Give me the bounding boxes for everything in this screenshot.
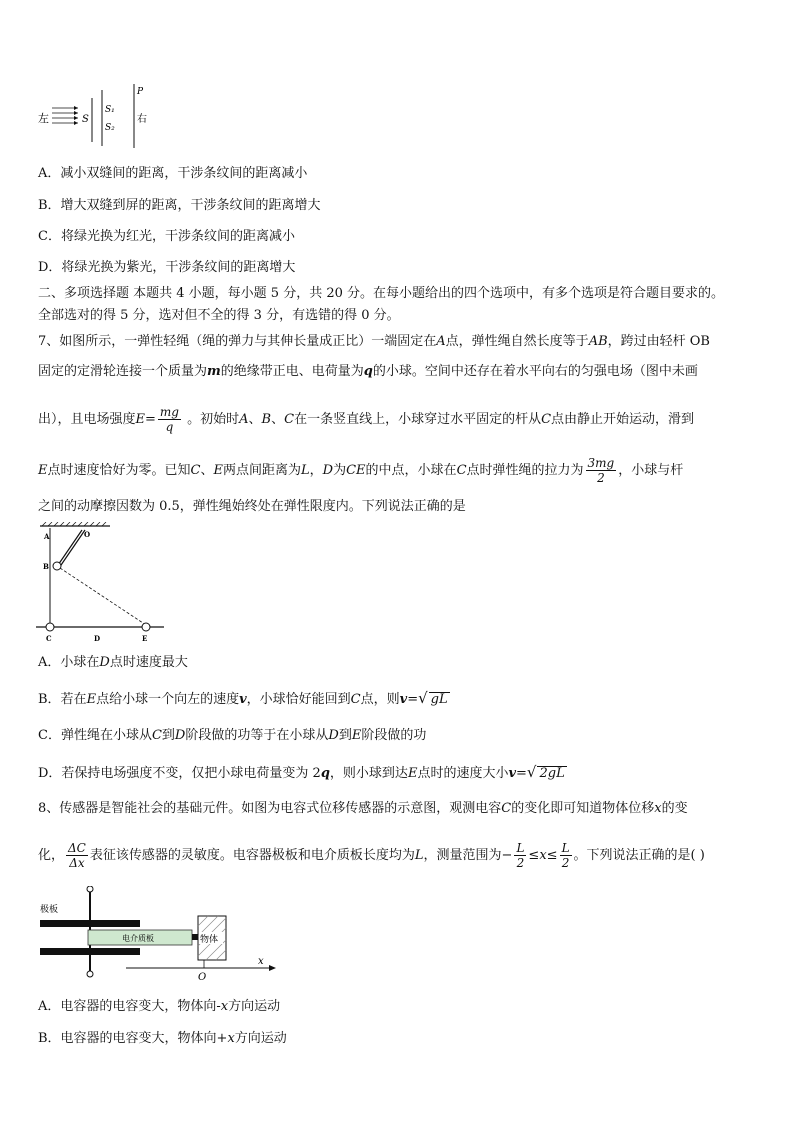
opt-var: D	[328, 728, 339, 743]
opt-var: v	[399, 692, 408, 707]
q7-text: =	[145, 412, 156, 427]
opt-text: D．若保持电场强度不变，仅把小球电荷量变为 2	[38, 766, 321, 781]
q8-text: 表征该传感器的灵敏度。电容器极板和电介质板长度均为	[89, 848, 415, 863]
sqrt-content: gL	[430, 692, 448, 707]
top-plate	[40, 920, 140, 927]
q7-text: 出），且电场强度	[38, 412, 136, 427]
frac-den: 2	[561, 856, 570, 870]
q7-var: A	[239, 412, 249, 427]
q7-text: 点，弹性绳自然长度等于	[445, 334, 589, 349]
q8-figure	[36, 886, 280, 982]
opt-text: A．小球在	[38, 655, 100, 670]
q7-var: q	[363, 364, 373, 379]
q7-text: 点时速度恰好为零。已知	[47, 463, 191, 478]
frac-den: Δx	[69, 856, 85, 870]
q7-option-b	[38, 689, 450, 709]
q7-line1	[38, 333, 710, 351]
sqrt-icon: √	[526, 763, 537, 781]
q7-text: ，小球与杆	[618, 463, 684, 478]
q7-text: 。初始时	[187, 412, 240, 427]
q8-var: x	[654, 801, 662, 816]
frac-den: 2	[597, 471, 605, 485]
q7-text: 点时弹性绳的拉力为	[466, 463, 584, 478]
opt-text: B．若在	[38, 692, 87, 707]
q8-text: 的变	[661, 801, 688, 816]
q8-option-a	[38, 998, 280, 1016]
frac-num: L	[516, 841, 525, 855]
q8-text: 。下列说法正确的是( )	[573, 848, 705, 863]
section2-heading: 二、多项选择题 本题共 4 小题，每小题 5 分，共 20 分。在每小题给出的四个选项中，有多个选项是符合题目要求的。	[38, 286, 725, 301]
q6-option-c: C．将绿光换为红光，干涉条纹间的距离减小	[38, 229, 295, 244]
fig-e-label: E	[142, 634, 148, 643]
q7-text: ，	[309, 463, 323, 478]
q7-var: E	[135, 412, 146, 427]
q7-text: 的小球。空间中还存在着水平向右的匀强电场（图中未画	[372, 364, 698, 379]
q7-figure	[36, 522, 176, 644]
opt-text: =	[516, 766, 527, 781]
q7-text: 固定的定滑轮连接一个质量为	[38, 364, 208, 379]
fig-a-label: A	[44, 532, 50, 541]
q7-text: ，跨过由轻杆 OB	[607, 334, 710, 349]
q8-fraction-l-2b	[560, 841, 572, 870]
fig-p-label: P	[137, 87, 144, 97]
capacitor-diagram	[36, 886, 280, 982]
opt-text: 点，则	[360, 692, 400, 707]
fig-plate-label: 极板	[40, 905, 59, 915]
q8-fraction-dc-dx	[66, 841, 88, 870]
q7-var: C	[190, 463, 201, 478]
q7-text: 的绝缘带正电、电荷量为	[220, 364, 364, 379]
q8-option-b	[38, 1030, 287, 1048]
opt-var: v	[508, 766, 517, 781]
q6-option-d: D．将绿光换为紫光，干涉条纹间的距离增大	[38, 260, 296, 275]
frac-den: 2	[516, 856, 525, 870]
double-slit-diagram	[36, 82, 166, 154]
q7-text: 、	[271, 412, 285, 427]
q7-var: AB	[588, 334, 608, 349]
q7-var: C	[284, 412, 295, 427]
opt-text: 方向运动	[228, 999, 281, 1014]
q8-text: 8、传感器是智能社会的基础元件。如图为电容式位移传感器的示意图，观测电容	[38, 801, 502, 816]
opt-text: 点给小球一个向左的速度	[96, 692, 240, 707]
q8-line2	[38, 836, 705, 876]
opt-var: C	[151, 728, 162, 743]
q8-text: ≤	[528, 848, 540, 863]
opt-var: x	[220, 999, 229, 1014]
opt-text: B．电容器的电容变大，物体向+	[38, 1031, 228, 1046]
q7-var: D	[322, 463, 334, 478]
fig-o-label: O	[198, 972, 207, 982]
opt-var: E	[86, 692, 97, 707]
fig-dielectric-label: 电介质板	[122, 934, 154, 943]
q7-option-c	[38, 727, 426, 745]
q7-text: 、	[200, 463, 214, 478]
q7-option-d	[38, 763, 567, 783]
fig-o-label: O	[84, 530, 91, 539]
q7-line5: 之间的动摩擦因数为 0.5，弹性绳始终处在弹性限度内。下列说法正确的是	[38, 499, 466, 514]
opt-var: D	[99, 655, 110, 670]
opt-text: 到	[161, 728, 175, 743]
sqrt-content: 2gL	[539, 766, 565, 781]
q8-var: C	[501, 801, 512, 816]
opt-text: 到	[338, 728, 352, 743]
fig-x-label: x	[258, 956, 264, 967]
q7-var: m	[207, 364, 221, 379]
fig-b-label: B	[43, 562, 49, 571]
q8-text: 的变化即可知道物体位移	[511, 801, 655, 816]
frac-num: ΔC	[68, 841, 86, 855]
opt-var: E	[407, 766, 418, 781]
bottom-plate	[40, 948, 140, 955]
q8-text: 化，	[38, 848, 65, 863]
fig-s-label: S	[82, 114, 89, 125]
q7-var: C	[456, 463, 467, 478]
q7-text: 在一条竖直线上，小球穿过水平固定的杆从	[294, 412, 542, 427]
q7-var: C	[541, 412, 552, 427]
opt-text: A．电容器的电容变大，物体向-	[38, 999, 221, 1014]
opt-text: 阶段做的功等于在小球从	[185, 728, 329, 743]
opt-var: E	[351, 728, 362, 743]
opt-text: 点时的速度大小	[417, 766, 509, 781]
q7-text: 点由静止开始运动，滑到	[551, 412, 695, 427]
q7-var: B	[261, 412, 272, 427]
frac-num: mg	[159, 405, 179, 419]
q7-line4	[38, 453, 683, 489]
frac-num: 3mg	[587, 456, 615, 470]
q8-var: L	[414, 848, 424, 863]
opt-var: x	[227, 1031, 235, 1046]
opt-text: =	[407, 692, 419, 707]
fig-s2-label: S₂	[105, 123, 115, 133]
opt-text: 方向运动	[234, 1031, 287, 1046]
q7-text: 为	[333, 463, 347, 478]
opt-text: ，则小球到达	[329, 766, 408, 781]
fig-left-label: 左	[38, 112, 49, 125]
q7-line2	[38, 363, 698, 381]
double-slit-figure	[36, 82, 166, 154]
opt-text: 阶段做的功	[361, 728, 427, 743]
opt-var: q	[320, 766, 330, 781]
q8-text: ≤	[546, 848, 558, 863]
q6-option-b: B．增大双缝到屏的距离，干涉条纹间的距离增大	[38, 198, 321, 213]
opt-var: C	[350, 692, 361, 707]
q8-var: x	[539, 848, 547, 863]
fig-c-label: C	[46, 634, 52, 643]
opt-var: D	[174, 728, 186, 743]
q7-var: L	[301, 463, 310, 478]
q8-fraction-l-2	[514, 841, 526, 870]
q7-diagram	[36, 522, 176, 644]
section2-note: 全部选对的得 5 分，选对但不全的得 3 分，有选错的得 0 分。	[38, 308, 400, 323]
q7-fraction-3mg-2	[586, 456, 617, 485]
q7-text: 的中点，小球在	[365, 463, 457, 478]
q7-text: 、	[248, 412, 262, 427]
frac-den: q	[165, 420, 174, 434]
q7-option-a	[38, 654, 188, 672]
fig-right-label: 右	[137, 114, 147, 125]
opt-var: v	[239, 692, 247, 707]
opt-text: C．弹性绳在小球从	[38, 728, 152, 743]
fig-object-label: 物体	[200, 935, 219, 945]
q7-var: E	[213, 463, 223, 478]
fig-s1-label: S₁	[105, 105, 115, 115]
q7-text: 两点间距离为	[222, 463, 301, 478]
q6-option-a: A．减小双缝间的距离，干涉条纹间的距离减小	[38, 166, 308, 181]
q7-fraction-mg-q	[158, 405, 181, 434]
sqrt-icon: √	[418, 689, 428, 707]
q7-line3	[38, 402, 694, 438]
q8-line1	[38, 800, 688, 818]
frac-num: L	[561, 841, 570, 855]
q7-var: CE	[346, 463, 366, 478]
q8-text: −	[501, 848, 513, 863]
q8-text: ，测量范围为	[423, 848, 502, 863]
opt-text: 点时速度最大	[109, 655, 188, 670]
q7-var: A	[436, 334, 446, 349]
q7-text: 7、如图所示，一弹性轻绳（绳的弹力与其伸长量成正比）一端固定在	[38, 334, 437, 349]
fig-d-label: D	[94, 634, 101, 643]
opt-text: ，小球恰好能回到	[246, 692, 351, 707]
q7-var: E	[38, 463, 48, 478]
